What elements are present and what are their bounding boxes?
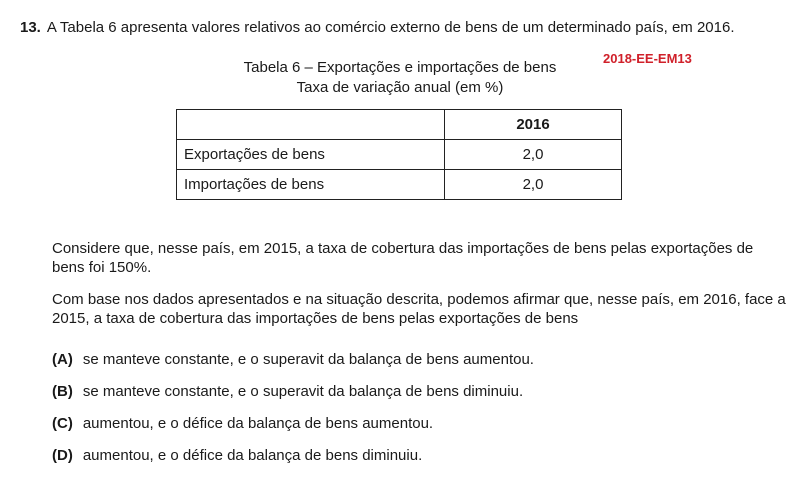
table-subtitle: Taxa de variação anual (em %) [296,79,504,96]
option-a[interactable] [52,350,787,370]
option-letter: (B) [52,383,73,400]
exam-code-label: 2018-EE-EM13 [603,51,692,66]
option-b[interactable] [52,382,787,402]
question-prompt-paragraph: Com base nos dados apresentados e na situação descrita, podemos afirmar que, nesse país, em 2016, face a 2015, a taxa de cobertura das importações de bens pelas exportações de bens [52,291,786,327]
table-row [177,140,622,170]
option-text: aumentou, e o défice da balança de bens aumentou. [82,415,434,432]
option-c[interactable] [52,414,787,434]
table-row-value: 2,0 [445,140,622,170]
table-header-row [177,110,622,140]
context-paragraph: Considere que, nesse país, em 2015, a taxa de cobertura das importações de bens pelas exportações de bens foi 150%. [52,240,754,276]
table-header-blank [177,110,445,140]
option-letter: (D) [52,447,73,464]
table-row-value: 2,0 [445,170,622,200]
option-d[interactable] [52,446,787,466]
option-letter: (A) [52,351,73,368]
table-title: Tabela 6 – Exportações e importações de bens [243,59,557,76]
option-text: se manteve constante, e o superavit da balança de bens diminuiu. [82,383,524,400]
table-row-label: Exportações de bens [177,140,445,170]
question-number: 13. [20,19,41,36]
question-stem: A Tabela 6 apresenta valores relativos ao comércio externo de bens de um determinado país, em 2016. [46,19,735,36]
table-row-label: Importações de bens [177,170,445,200]
question-header [20,18,790,38]
table-header-year: 2016 [445,110,622,140]
option-text: se manteve constante, e o superavit da balança de bens aumentou. [82,351,534,368]
option-letter: (C) [52,415,73,432]
option-text: aumentou, e o défice da balança de bens diminuiu. [82,447,423,464]
table-row [177,170,622,200]
trade-table [176,109,622,200]
